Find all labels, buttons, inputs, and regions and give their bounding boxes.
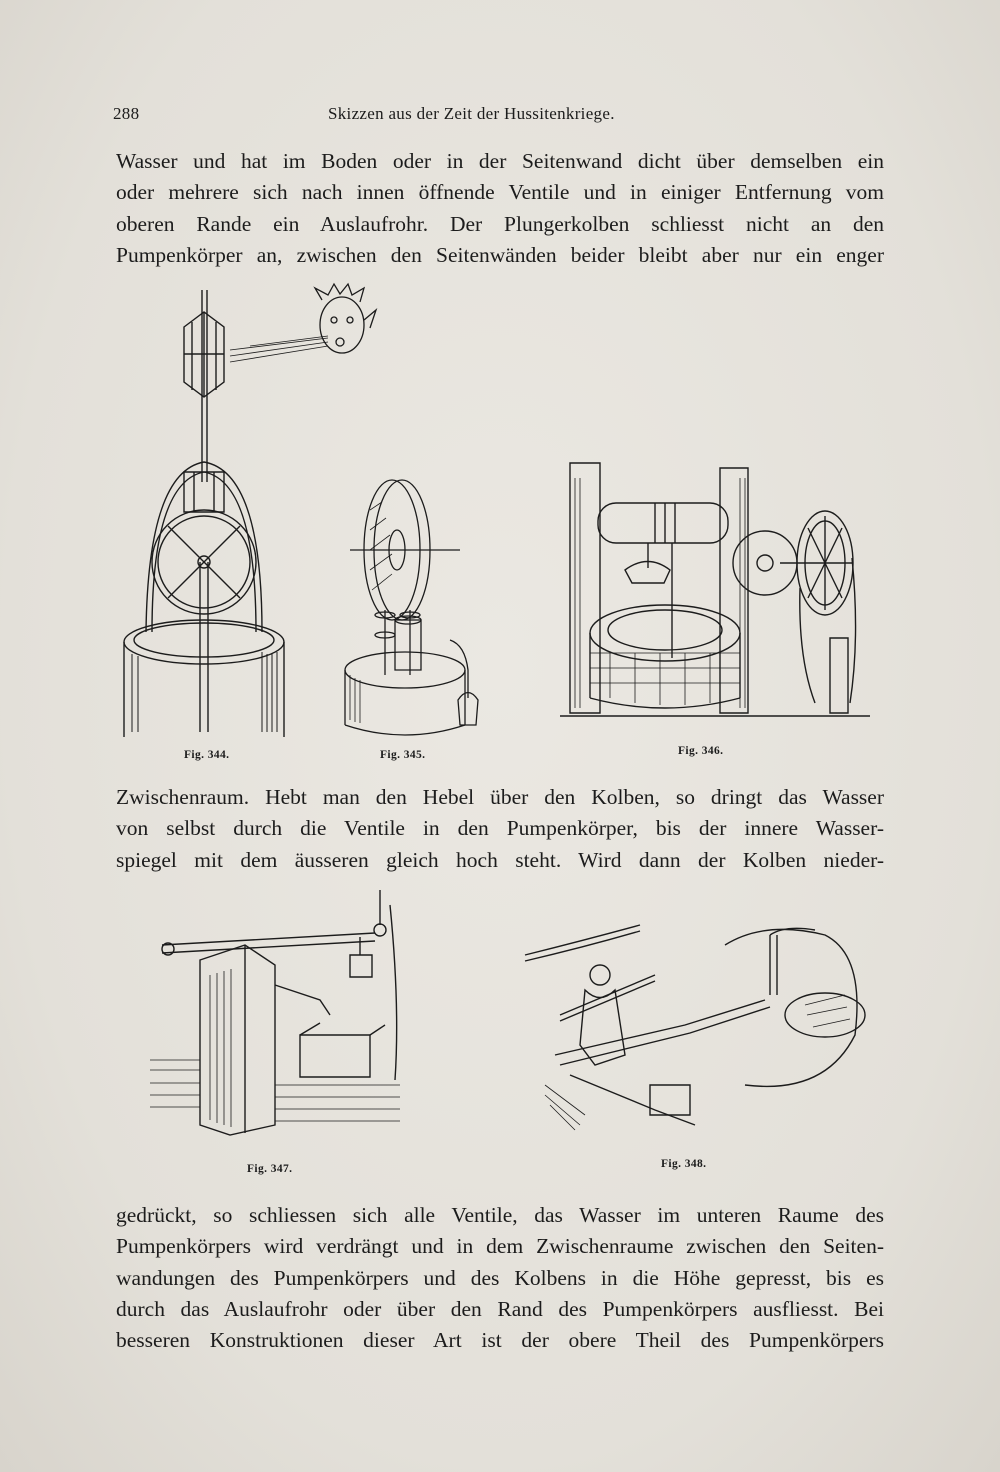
text-line: Zwischenraum. Hebt man den Hebel über den Kolben, so dringt das Wasser bbox=[116, 785, 884, 809]
page-number: 288 bbox=[113, 104, 140, 123]
paragraph-3 bbox=[116, 1200, 884, 1356]
text-line: oder mehrere sich nach innen öffnende Ventile und in einiger Entfernung vom bbox=[116, 180, 884, 205]
text-line: Pumpenkörper an, zwischen den Seitenwänden beider bleibt aber nur ein enger bbox=[116, 242, 884, 267]
figure-348-treadle-pump bbox=[525, 915, 880, 1165]
figure-caption-345: Fig. 345. bbox=[380, 749, 426, 761]
figure-346-well-windlass bbox=[560, 458, 880, 743]
figure-caption-347: Fig. 347. bbox=[247, 1163, 293, 1175]
text-line: Wasser und hat im Boden oder in der Seitenwand dicht über demselben ein bbox=[116, 149, 884, 173]
figure-caption-346: Fig. 346. bbox=[678, 745, 724, 757]
text-line: spiegel mit dem äusseren gleich hoch steht. Wird dann der Kolben nieder- bbox=[116, 847, 884, 872]
text-line: Pumpenkörpers wird verdrängt und in dem Zwischenraume zwischen den Seiten- bbox=[116, 1234, 884, 1259]
text-line: besseren Konstruktionen dieser Art ist der obere Theil des Pumpenkörpers bbox=[116, 1328, 884, 1353]
figure-345-waterwheel-pump bbox=[330, 470, 490, 745]
running-title: Skizzen aus der Zeit der Hussitenkriege. bbox=[328, 104, 615, 123]
text-line: durch das Auslaufrohr oder über den Rand des Pumpenkörpers ausfliesst. Bei bbox=[116, 1296, 884, 1321]
text-line: gedrückt, so schliessen sich alle Ventile, das Wasser im unteren Raume des bbox=[116, 1203, 884, 1227]
page-header bbox=[113, 104, 888, 128]
figure-caption-348: Fig. 348. bbox=[661, 1158, 707, 1170]
wind-face-illustration bbox=[230, 280, 380, 370]
text-line: oberen Rande ein Auslaufrohr. Der Plungerkolben schliesst nicht an den bbox=[116, 211, 884, 236]
paragraph-1 bbox=[116, 146, 884, 271]
paragraph-2 bbox=[116, 782, 884, 876]
text-line: von selbst durch die Ventile in den Pumpenkörper, bis der innere Wasser- bbox=[116, 816, 884, 841]
figure-caption-344: Fig. 344. bbox=[184, 749, 230, 761]
figure-347-lever-pump bbox=[150, 885, 410, 1155]
text-line: wandungen des Pumpenkörpers und des Kolbens in die Höhe gepresst, bis es bbox=[116, 1265, 884, 1290]
